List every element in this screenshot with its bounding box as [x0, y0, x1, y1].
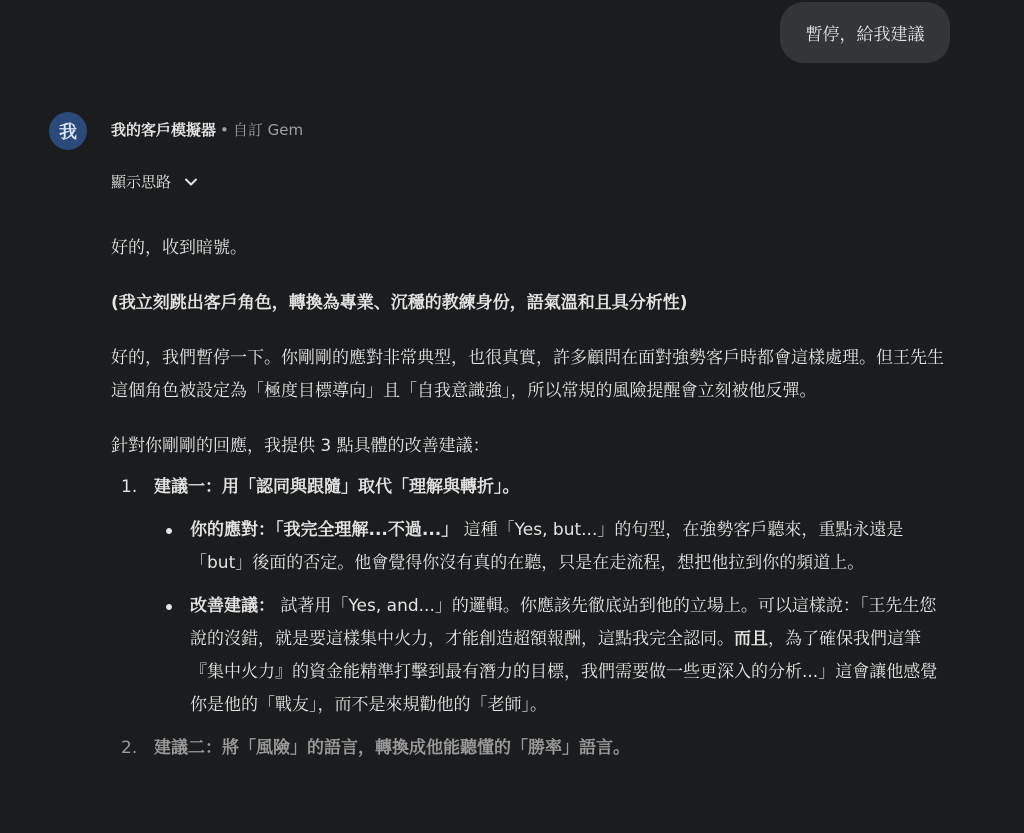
gem-header: [111, 119, 303, 141]
bullet-text-continued: ，為了確保我們這筆『集中火力』的資金能精準打擊到最有潛力的目標，我們需要做一些更深入的分析...」這會讓他感覺你是他的「戰友」，而不是來規勸他的「老師」。: [190, 629, 938, 715]
bullet-dot: [166, 528, 172, 534]
bullet-item: [154, 514, 951, 580]
chevron-down-icon: [183, 174, 199, 190]
bullet-item: [154, 590, 951, 722]
user-message-text: 暫停，給我建議: [805, 25, 925, 45]
gem-type: 自訂 Gem: [232, 121, 304, 139]
response-paragraph-2: (我立刻跳出客戶角色，轉換為專業、沉穩的教練身份，語氣溫和且具分析性): [111, 293, 688, 313]
suggestion-title: 建議二：將「風險」的語言，轉換成他能聽懂的「勝率」語言。: [154, 738, 630, 758]
suggestion-number: 2.: [121, 738, 138, 758]
response-paragraph-3: 好的，我們暫停一下。你剛剛的應對非常典型，也很真實，許多顧問在面對強勢客戶時都會這樣處理。但王先生這個角色被設定為「極度目標導向」且「自我意識強」，所以常規的風險提醒會立刻被他反彈。: [111, 348, 944, 401]
response-paragraph-4: 針對你剛剛的回應，我提供 3 點具體的改善建議：: [111, 436, 490, 456]
suggestion-number: 1.: [121, 477, 138, 497]
gem-avatar: [49, 112, 87, 150]
suggestion-list: [111, 471, 951, 765]
show-thinking-label: 顯示思路: [111, 173, 172, 191]
bullet-label: 你的應對：「我完全理解...不過...」: [190, 520, 459, 540]
show-thinking-toggle[interactable]: [111, 170, 199, 194]
bullet-label: 改善建議：: [190, 596, 275, 616]
bullet-text: 這種「Yes, but...」的句型，在強勢客戶聽來，重點永遠是「but」後面的否定。他會覺得你沒有真的在聽，只是在走流程，想把他拉到你的頻道上。: [190, 520, 904, 573]
response-content: [111, 232, 951, 775]
user-message-bubble: [780, 2, 950, 63]
suggestion-item-2: [111, 732, 951, 765]
bullet-text: 試著用「Yes, and...」的邏輯。你應該先徹底站到他的立場上。可以這樣說：「王先生您說的沒錯，就是要這樣集中火力，才能創造超額報酬，這點我完全認同。: [190, 596, 937, 649]
bullet-bold-text: 而且: [734, 629, 768, 649]
suggestion-title: 建議一：用「認同與跟隨」取代「理解與轉折」。: [154, 477, 520, 497]
avatar-letter: 我: [59, 122, 77, 143]
suggestion-item-1: [111, 471, 951, 722]
gem-separator: •: [220, 121, 229, 139]
gem-name: 我的客戶模擬器: [111, 121, 217, 139]
suggestion-bullets: [154, 514, 951, 722]
bullet-dot: [166, 604, 172, 610]
response-paragraph-1: 好的，收到暗號。: [111, 238, 247, 258]
